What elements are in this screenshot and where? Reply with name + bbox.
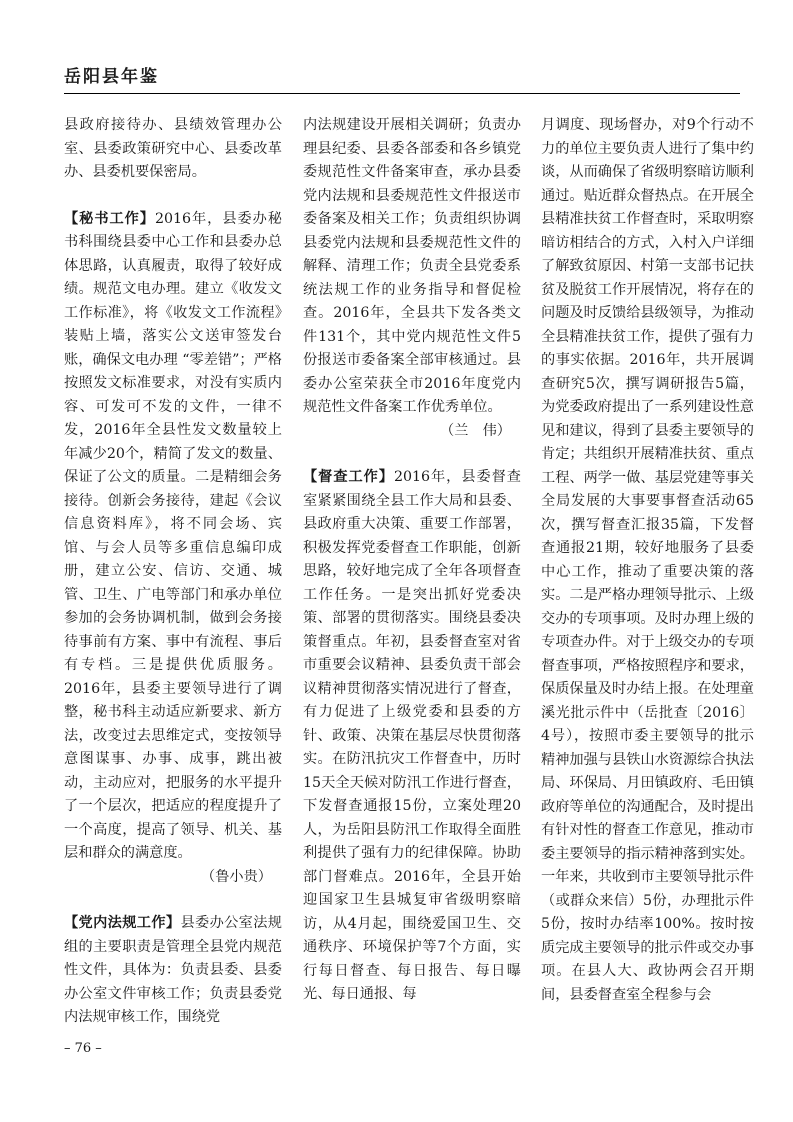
text-column-2 <box>303 114 521 1007</box>
running-header <box>64 66 740 96</box>
supervision-body: 2016年，县委督查室紧紧围绕全县工作大局和县委、县政府重大决策、重要工作部署，积极发挥党委督查工作职能，创新思路，较好地完成了全年各项督查工作任务。一是突出抓好党委决策、部署的贯彻落实。围绕县委决策督重点。年初，县委督查室对省市重要会议精神、县委负责干部会议精神贯彻落实情况进行了督查，有力促进了上级党委和县委的方针、政策、决策在基层尽快贯彻落实。在防汛抗灾工作督查中，历时15天全天候对防汛工作进行督查，下发督查通报15份，立案处理20人，为岳阳县防汛工作取得全面胜利提供了强有力的纪律保障。协助部门督难点。2016年，全县开始迎国家卫生县城复审省级明察暗访，从4月起，围绕爱国卫生、交通秩序、环境保护等7个方面，实行每日督查、每日报告、每日曝光、每日通报、每 <box>303 469 521 1002</box>
supervision-heading: 【督查工作】 <box>303 469 394 485</box>
header-divider <box>64 93 740 94</box>
legal-heading: 【党内法规工作】 <box>64 915 181 931</box>
secretary-author: （鲁小贵） <box>201 868 272 885</box>
legal-continued: 内法规建设开展相关调研；负责办理县纪委、县委各部委和各乡镇党委规范性文件备案审查，承办县委党内法规和县委规范性文件报送市委备案及相关工作；负责组织协调县委党内法规和县委规范性文件的解释、清理工作；负责全县党委系统法规工作的业务指导和督促检查。2016年，全县共下发各类文件131个，其中党内规范性文件5份报送市委备案全部审核通过。县委办公室荣获全市2016年度党内规范性文件备案工作优秀单位。 <box>303 117 521 415</box>
text-column-3 <box>541 114 754 1007</box>
text-column-1 <box>64 114 282 1030</box>
yearbook-title: 岳阳县年鉴 <box>64 67 159 87</box>
secretary-section <box>64 208 282 866</box>
secretary-body: 2016年，县委办秘书科围绕县委中心工作和县委办总体思路，认真履责，取得了较好成绩。规范文电办理。建立《收发文工作标准》，将《收发文工作流程》装贴上墙，落实公文送审签发台账，确保文电办理 “零差错”；严格按照发文标准要求，对没有实质内容、可发可不发的文件，一律不发，2016年全县性发文数量较上年减少20个，精简了发文的数量、保证了公文的质量。二是精细会务接待。创新会务接待，建起《会议信息资料库》，将不同会场、宾馆、与会人员等多重信息编印成册，建立公安、信访、交通、城管、卫生、广电等部门和承办单位参加的会务协调机制，做到会务接待事前有方案、事中有流程、事后有专档。三是提供优质服务。2016年，县委主要领导进行了调整，秘书科主动适应新要求、新方法，改变过去思维定式，变按领导意图谋事、办事、成事，跳出被动，主动应对，把服务的水平提升了一个层次，把适应的程度提升了一个高度，提高了领导、机关、基层和群众的满意度。 <box>64 210 282 861</box>
legal-body: 县委办公室法规组的主要职责是管理全县党内规范性文件，具体为：负责县委、县委办公室文件审核工作；负责县委党内法规审核工作，围绕党 <box>64 915 282 1025</box>
legal-section <box>64 912 282 1030</box>
intro-paragraph: 县政府接待办、县绩效管理办公室、县委政策研究中心、县委改革办、县委机要保密局。 <box>64 117 282 180</box>
page-number: – 76 – <box>64 1041 102 1056</box>
secretary-heading: 【秘书工作】 <box>64 210 155 227</box>
supervision-section <box>303 466 521 1007</box>
legal-author: （兰 伟） <box>440 422 511 439</box>
supervision-continued: 月调度、现场督办，对9个行动不力的单位主要负责人进行了集中约谈，从而确保了省级明察暗访顺利通过。贴近群众督热点。在开展全县精准扶贫工作督查时，采取明察暗访相结合的方式，入村入户详细了解致贫原因、村第一支部书记扶贫及脱贫工作开展情况，将存在的问题及时反馈给县级领导，为推动全县精准扶贫工作，提供了强有力的事实依据。2016年，共开展调查研究5次，撰写调研报告5篇，为党委政府提出了一系列建设性意见和建议，得到了县委主要领导的肯定；共组织开展精准扶贫、重点工程、两学一做、基层党建等事关全局发展的大事要事督查活动65次，撰写督查汇报35篇，下发督查通报21期，较好地服务了县委中心工作，推动了重要决策的落实。二是严格办理领导批示、上级交办的专项事项。及时办理上级的专项查办件。对于上级交办的专项督查事项，严格按照程序和要求，保质保量及时办结上报。在处理童溪光批示件中（岳批查〔2016〕4号），按照市委主要领导的批示精神加强与县铁山水资源综合执法局、环保局、月田镇政府、毛田镇政府等单位的沟通配合，及时提出有针对性的督查工作意见，推动市委主要领导的指示精神落到实处。一年来，共收到市主要领导批示件（或群众来信）5份，办理批示件5份，按时办结率100%。按时按质完成主要领导的批示件或交办事项。在县人大、政协两会召开期间，县委督查室全程参与会 <box>541 117 754 1003</box>
